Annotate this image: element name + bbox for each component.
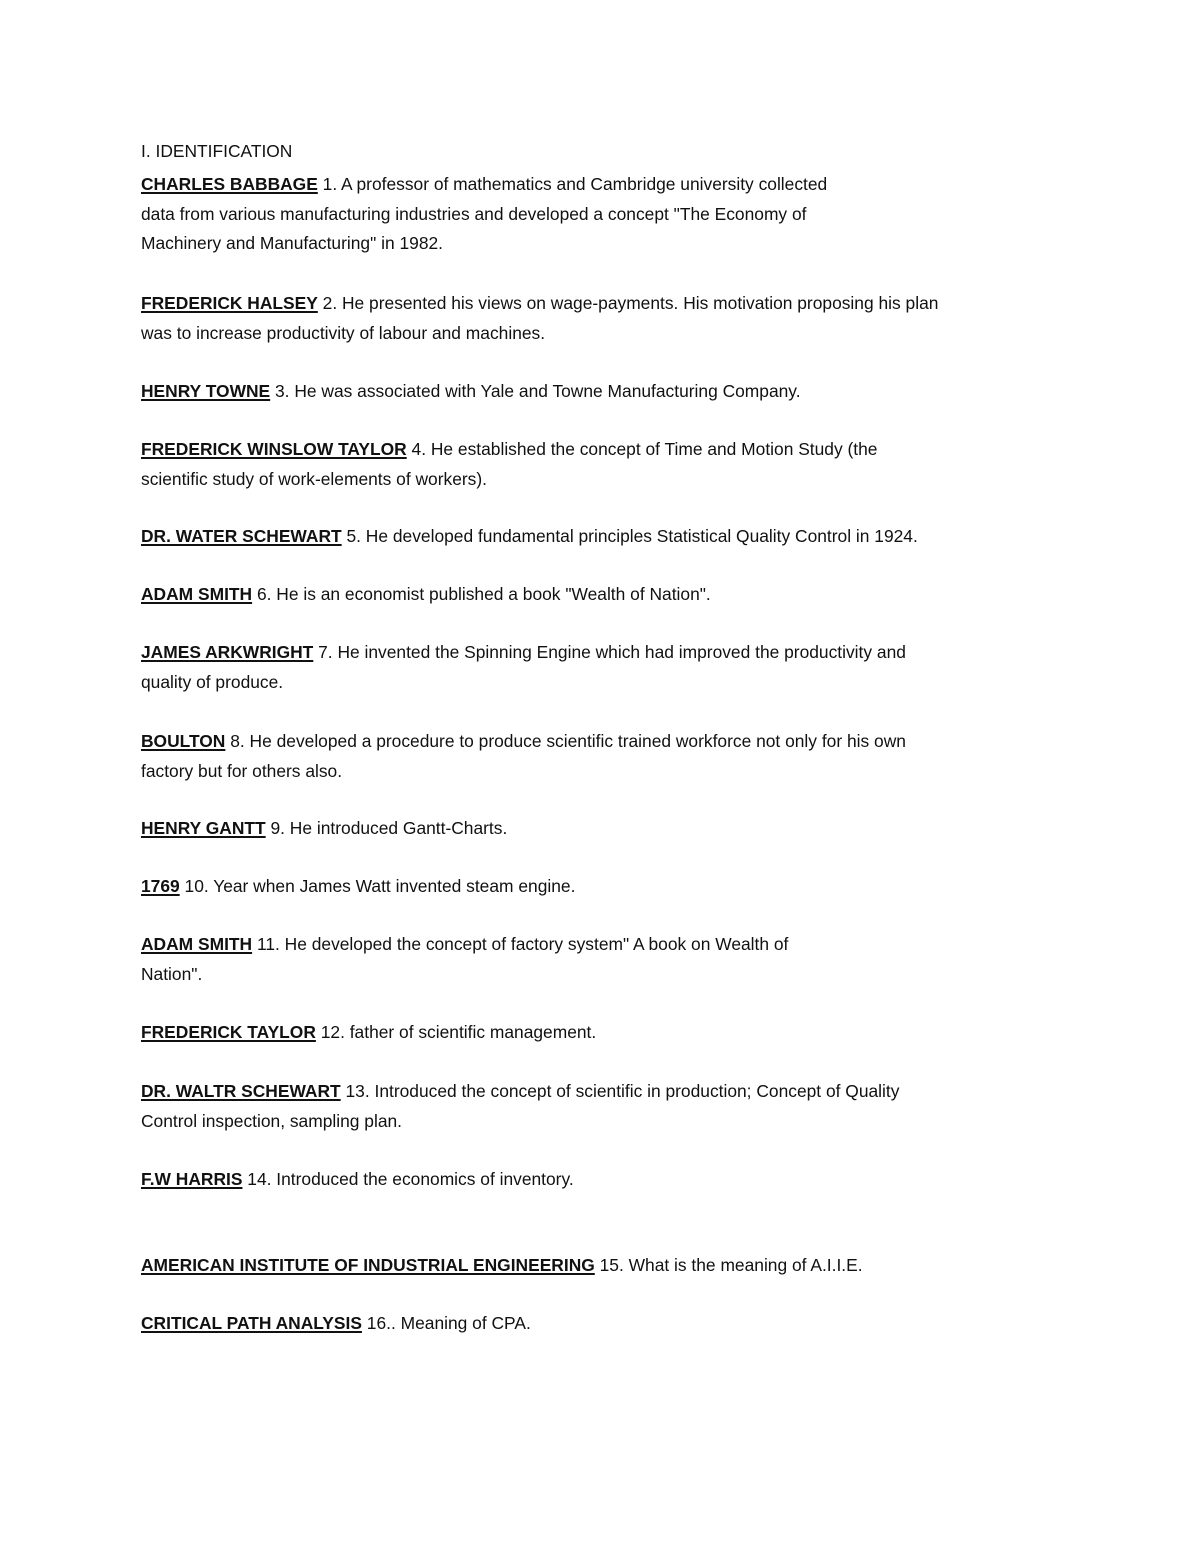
item-line: scientific study of work-elements of workers). <box>141 468 487 489</box>
answer-text: FREDERICK WINSLOW TAYLOR <box>141 439 407 459</box>
answer-text: HENRY TOWNE <box>141 381 271 401</box>
question-text: 15. What is the meaning of A.I.I.E. <box>594 1255 863 1275</box>
identification-item-2 <box>141 289 1071 348</box>
item-line <box>141 377 1071 407</box>
question-text: 7. He invented the Spinning Engine which had improved the productivity and <box>313 642 906 662</box>
identification-item-8 <box>141 727 1071 786</box>
question-text: 4. He established the concept of Time and Motion Study (the <box>406 439 878 459</box>
identification-item-3 <box>141 377 1071 407</box>
item-line <box>141 930 1071 960</box>
identification-item-5 <box>141 522 1071 552</box>
question-text: 10. Year when James Watt invented steam engine. <box>179 876 576 896</box>
item-line <box>141 435 1071 465</box>
question-text: 3. He was associated with Yale and Towne Manufacturing Company. <box>270 381 801 401</box>
identification-item-11 <box>141 930 1071 989</box>
item-line <box>141 727 1071 757</box>
item-line <box>141 1077 1071 1107</box>
answer-text: BOULTON <box>141 731 226 751</box>
item-line: data from various manufacturing industries and developed a concept "The Economy of <box>141 203 807 224</box>
identification-item-14 <box>141 1165 1071 1195</box>
answer-text: DR. WALTR SCHEWART <box>141 1081 341 1101</box>
answer-text: FREDERICK TAYLOR <box>141 1022 316 1042</box>
answer-text: JAMES ARKWRIGHT <box>141 642 314 662</box>
item-line: factory but for others also. <box>141 760 343 781</box>
answer-text: CRITICAL PATH ANALYSIS <box>141 1313 362 1333</box>
item-line <box>141 638 1071 668</box>
question-text: 5. He developed fundamental principles Statistical Quality Control in 1924. <box>341 526 918 546</box>
identification-item-4 <box>141 435 1071 494</box>
item-line <box>141 522 1071 552</box>
identification-item-13 <box>141 1077 1071 1136</box>
item-line <box>141 1018 1071 1048</box>
question-text: 1. A professor of mathematics and Cambridge university collected <box>317 174 828 194</box>
question-text: 6. He is an economist published a book "Wealth of Nation". <box>252 584 711 604</box>
item-line <box>141 580 1071 610</box>
question-text: 14. Introduced the economics of inventory. <box>242 1169 574 1189</box>
item-line: was to increase productivity of labour and machines. <box>141 322 546 343</box>
item-line: quality of produce. <box>141 671 284 692</box>
answer-text: FREDERICK HALSEY <box>141 293 318 313</box>
question-text: 8. He developed a procedure to produce scientific trained workforce not only for his own <box>225 731 906 751</box>
answer-text: ADAM SMITH <box>141 934 253 954</box>
item-line: Machinery and Manufacturing" in 1982. <box>141 233 443 253</box>
identification-item-7 <box>141 638 1071 697</box>
answer-text: CHARLES BABBAGE <box>141 174 318 194</box>
identification-item-16 <box>141 1309 1071 1339</box>
answer-text: DR. WATER SCHEWART <box>141 526 342 546</box>
identification-item-6 <box>141 580 1071 610</box>
item-line: Control inspection, sampling plan. <box>141 1110 403 1131</box>
question-text: 11. He developed the concept of factory system" A book on Wealth of <box>252 934 789 954</box>
answer-text: 1769 <box>141 876 180 896</box>
answer-text: ADAM SMITH <box>141 584 253 604</box>
answer-text: AMERICAN INSTITUTE OF INDUSTRIAL ENGINEERING <box>141 1255 595 1275</box>
section-heading: I. IDENTIFICATION <box>141 141 293 161</box>
item-line <box>141 289 1071 319</box>
question-text: 16.. Meaning of CPA. <box>361 1313 531 1333</box>
item-line <box>141 1251 1071 1281</box>
identification-item-15 <box>141 1251 1071 1281</box>
answer-text: F.W HARRIS <box>141 1169 243 1189</box>
item-line <box>141 814 1071 844</box>
identification-item-9 <box>141 814 1071 844</box>
question-text: 2. He presented his views on wage-payments. His motivation proposing his plan <box>317 293 939 313</box>
item-line: Nation". <box>141 963 203 984</box>
item-line <box>141 170 1071 200</box>
question-text: 13. Introduced the concept of scientific in production; Concept of Quality <box>340 1081 900 1101</box>
identification-item-10 <box>141 872 1071 902</box>
question-text: 12. father of scientific management. <box>315 1022 597 1042</box>
item-line <box>141 872 1071 902</box>
item-line <box>141 1309 1071 1339</box>
question-text: 9. He introduced Gantt-Charts. <box>265 818 508 838</box>
item-line <box>141 1165 1071 1195</box>
answer-text: HENRY GANTT <box>141 818 266 838</box>
identification-item-1 <box>141 170 1071 259</box>
identification-item-12 <box>141 1018 1071 1048</box>
